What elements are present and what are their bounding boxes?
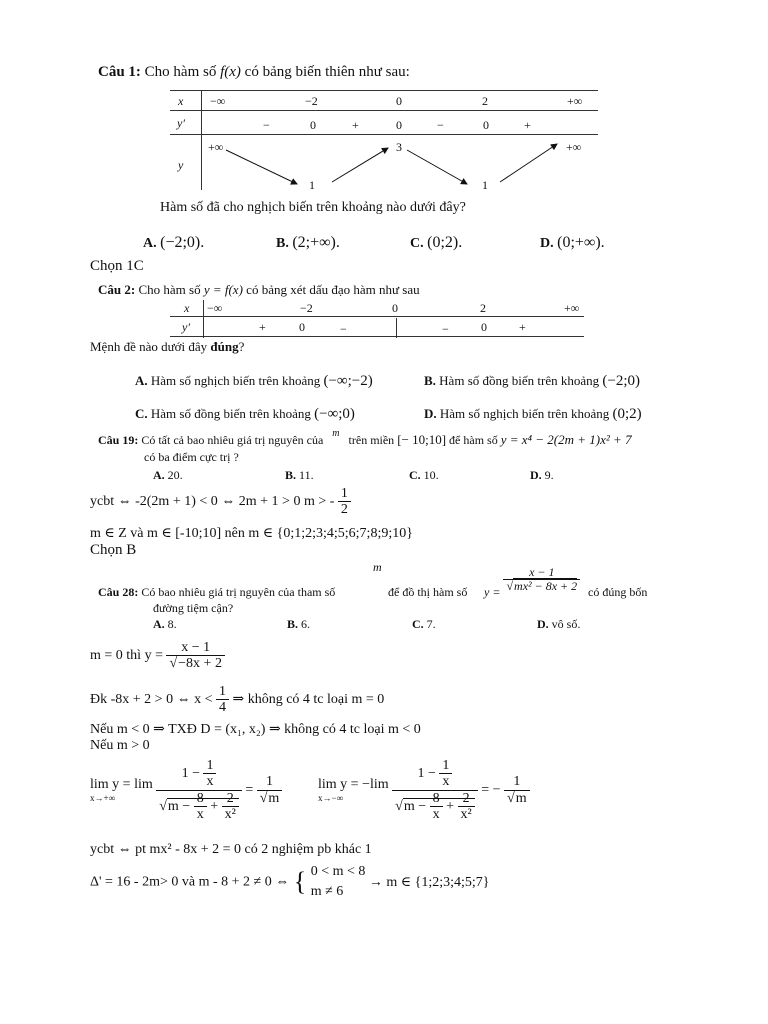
fraction: 1 − $\frac{1}{x}$ √m − $\frac{8}{x}$ + $\frac{2}{\text{x²}}$	[156, 758, 242, 823]
q19-stem: Câu 19: Có tất cả bao nhiêu giá trị nguyên của $^m$ trên miền [− 10;10] để hàm số y = x⁴ − 2(2m + 1)x² + 7	[98, 428, 632, 447]
q28-option-b: B. 6.	[287, 617, 311, 631]
q1-answer: Chọn 1C	[90, 258, 144, 274]
q1-arrow-up-1	[332, 148, 388, 182]
q1-question: Hàm số đã cho nghịch biến trên khoảng nào dưới đây?	[160, 200, 466, 215]
q28-stem-cont: đường tiệm cận?	[153, 601, 234, 615]
q2-option-b: B. Hàm số đồng biến trên khoảng (−2;0)	[424, 373, 640, 389]
q2-option-a: A. Hàm số nghịch biến trên khoảng (−∞;−2)	[135, 373, 373, 389]
q28-stem: Câu 28: Có bao nhiêu giá trị nguyên của tham số	[98, 585, 336, 599]
q28-solution-3: Nếu m < 0 ⇒ TXĐ D = (x₁, x₂) ⇒ không có 4 tc loại m < 0	[90, 722, 421, 737]
q2-option-c: C. Hàm số đồng biến trên khoảng (−∞;0)	[135, 406, 355, 422]
q19-option-c: C. 10.	[409, 468, 439, 482]
q28-param-m: m	[373, 560, 382, 574]
q28-option-a: A. 8.	[153, 617, 177, 631]
q19-option-d: D. 9.	[530, 468, 554, 482]
q19-option-b: B. 11.	[285, 468, 314, 482]
q19-solution-1: ycbt ⇔ -2(2m + 1) < 0 ⇔ 2m + 1 > 0 m > - $\frac{1}{2}$	[90, 486, 351, 518]
q2-stem: Câu 2: Cho hàm số y = f(x) có bảng xét dấu đạo hàm như sau	[98, 282, 420, 297]
q28-func: y = $\frac{x - 1}{\text{√mx² − 8x + 2}}$	[484, 566, 580, 593]
q28-solution-1: m = 0 thì y = $\frac{x - 1}{√-8x + 2}$	[90, 640, 225, 672]
q19-stem-cont: có ba điểm cực trị ?	[144, 450, 239, 464]
fraction: $\frac{1}{√m}$	[257, 774, 283, 806]
q19-option-a: A. 20.	[153, 468, 183, 482]
q19-answer: Chọn B	[90, 542, 137, 558]
q1-stem: Câu 1: Cho hàm số f(x) có bảng biến thiên như sau:	[98, 64, 410, 80]
q2-table-divider	[170, 316, 584, 317]
inequality-system: 0 < m < 8 m ≠ 6	[310, 864, 366, 900]
q1-arrow-up-2	[500, 144, 557, 182]
q1-func: f(x)	[220, 64, 241, 80]
q1-arrow-down-2	[407, 150, 467, 184]
q28-option-d: D. vô số.	[537, 617, 581, 631]
q2-table-double-bar	[396, 318, 397, 338]
brace-icon: {	[293, 867, 307, 897]
q1-option-a: A. (−2;0).	[143, 234, 205, 251]
fraction: $\frac{1}{2}$	[338, 486, 351, 518]
fraction: $\frac{1}{√m}$	[504, 774, 530, 806]
q28-solution-6: Δ' = 16 - 2m> 0 và m - 8 + 2 ≠ 0 ⇔ { 0 < m < 8 m ≠ 6 → m ∈ {1;2;3;4;5;7}	[90, 862, 490, 903]
q28-solution-2: Đk -8x + 2 > 0 ⇔ x < $\frac{1}{4}$ ⇒ không có 4 tc loại m = 0	[90, 684, 385, 716]
q1-option-b: B. (2;+∞).	[276, 234, 340, 251]
q2-option-d: D. Hàm số nghịch biến trên khoảng (0;2)	[424, 406, 642, 422]
q28-solution-4: Nếu m > 0	[90, 738, 150, 753]
fraction: $\frac{1}{4}$	[216, 684, 229, 716]
q28-option-c: C. 7.	[412, 617, 436, 631]
q2-table-bottom	[170, 336, 584, 337]
q28-limit-pos: lim y = lim x→+∞ 1 − $\frac{1}{x}$ √m − $\frac{8}{x}$ + $\frac{2}{\text{x²}}$ = $\frac{1}{√m}$	[90, 758, 282, 823]
q1-option-c: C. (0;2).	[410, 234, 463, 251]
q28-stem-mid: để đồ thị hàm số	[388, 585, 468, 599]
document-page: Câu 1: Cho hàm số f(x) có bảng biến thiên như sau: x −∞ −2 0 2 +∞ y′ − 0 + 0 − 0 + y +∞ 3 +∞ 1 1 Hàm số đã cho nghịch biến trên khoảng nào dưới đây? A. (−2;0). B. (2;+∞). C. (0;2). D. (0;+∞). Chọn 1C Câu 2: Cho hàm số y = f(x) có bảng xét dấu đạo hàm như sau x −∞ −2 0 2 +∞ y′ + 0 − − 0 + Mệnh đề nào dưới đây đúng? A. Hàm số nghịch biến trên khoảng (−∞;−2) B. Hàm số đồng biến trên khoảng (−2;0) C. Hàm số đồng biến trên khoảng (−∞;0) D. Hàm số nghịch biến trên khoảng (0;2) Câu 19: Có tất cả bao nhiêu giá trị nguyên của $^m$ trên miền [− 10;10] để hàm số y = x⁴ − 2(2m + 1)x² + 7 có ba điểm cực trị ? A. 20. B. 11. C. 10. D. 9. ycbt ⇔ -2(2m + 1) < 0 ⇔ 2m + 1 > 0 m > - $\frac{1}{2}$ m ∈ Z và m ∈ [-10;10] nên m ∈ {0;1;2;3;4;5;6;7;8;9;10} Chọn B m Câu 28: Có bao nhiêu giá trị nguyên của tham số để đồ thị hàm số y = $\frac{x - 1}{\text{√mx² − 8x + 2}}$ có đúng bốn đường tiệm cận? A. 8. B. 6. C. 7. D. vô số. m = 0 thì y = $\frac{x - 1}{√-8x + 2}$ Đk -8x + 2 > 0 ⇔ x < $\frac{1}{4}$ ⇒ không có 4 tc loại m = 0 Nếu m < 0 ⇒ TXĐ D = (x₁, x₂) ⇒ không có 4 tc loại m < 0 Nếu m > 0 lim y = lim x→+∞ 1 − $\frac{1}{x}$ √m − $\frac{8}{x}$ + $\frac{2}{\text{x²}}$ = $\frac{1}{√m}$ lim y = −lim x→−∞ 1 − $\frac{1}{x}$ √m − $\frac{8}{x}$ + $\frac{2}{\text{x²}}$ = − $\frac{1}{√m}$ ycbt ⇔ pt mx² - 8x + 2 = 0 có 2 nghiệm pb khác 1 Δ' = 16 - 2m> 0 và m - 8 + 2 ≠ 0 ⇔ { 0 < m < 8 m ≠ 6 → m ∈ {1;2;3;4;5;7}	[0, 0, 768, 1024]
fraction: $\frac{x - 1}{\text{√mx² − 8x + 2}}$	[503, 566, 580, 593]
fraction: 1 − $\frac{1}{x}$ √m − $\frac{8}{x}$ + $\frac{2}{\text{x²}}$	[392, 758, 478, 823]
q1-arrow-down-1	[226, 150, 297, 184]
q19-solution-2: m ∈ Z và m ∈ [-10;10] nên m ∈ {0;1;2;3;4;5;6;7;8;9;10}	[90, 526, 413, 541]
q1-option-d: D. (0;+∞).	[540, 234, 605, 251]
q28-limit-neg: lim y = −lim x→−∞ 1 − $\frac{1}{x}$ √m − $\frac{8}{x}$ + $\frac{2}{\text{x²}}$ = − $\frac{1}{√m}$	[318, 758, 530, 823]
q2-prompt: Mệnh đề nào dưới đây đúng?	[90, 339, 245, 354]
q28-solution-5: ycbt ⇔ pt mx² - 8x + 2 = 0 có 2 nghiệm pb khác 1	[90, 842, 372, 857]
fraction: $\frac{x - 1}{√-8x + 2}$	[166, 640, 224, 672]
q2-table-vline	[203, 300, 204, 338]
q28-stem-end: có đúng bốn	[588, 585, 648, 599]
q1-label: Câu 1:	[98, 64, 141, 80]
